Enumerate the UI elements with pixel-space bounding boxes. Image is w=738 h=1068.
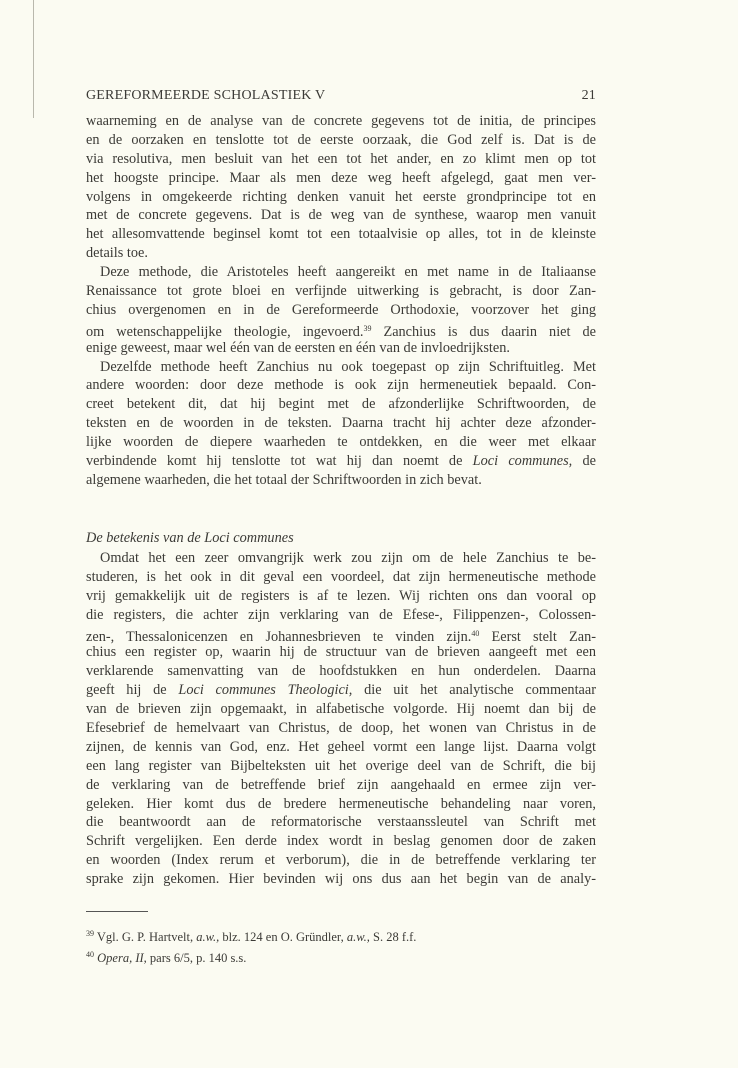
text-segment: van de brieven zijn opgemaakt, in alfabetische volgorde. Hij noemt dan bij de [86, 701, 596, 718]
text-segment: blz. 124 en O. Gründler, [219, 930, 347, 944]
text-line [86, 643, 596, 662]
text-segment: teksten en de woorden in de teksten. Daarna tracht hij achter deze afzonder- [86, 415, 596, 432]
text-segment: andere woorden: door deze methode is ook zijn hermeneutiek bepaald. Con- [86, 377, 596, 394]
text-line [86, 738, 596, 757]
text-segment: S. 28 f.f. [369, 930, 417, 944]
text-line [86, 263, 596, 282]
footnote [86, 946, 416, 967]
text-line [86, 282, 596, 301]
text-line [86, 587, 596, 606]
text-line [86, 169, 596, 188]
text-line [86, 433, 596, 452]
text-line [86, 851, 596, 870]
text-segment: enige geweest, maar wel één van de eersten en één van de invloedrijksten. [86, 339, 510, 356]
text-segment: de verklaring van de betreffende brief zijn aangehaald en ermee zijn ver- [86, 776, 596, 793]
text-segment: Efesebrief de hemelvaart van Christus, de doop, het wonen van Christus in de [86, 720, 596, 737]
text-segment: Loci communes Theologici, [178, 682, 353, 699]
text-line [86, 320, 596, 339]
text-segment: Renaissance tot grote bloei en verfijnde uitwerking is gebracht, is door Zan- [86, 283, 596, 300]
text-segment: zijnen, de kennis van God, enz. Het geheel vormt een lange lijst. Daarna volgt [86, 738, 596, 755]
footnote-ref: 40 [86, 950, 94, 959]
text-line [86, 757, 596, 776]
text-segment: details toe. [86, 245, 148, 262]
text-line [86, 188, 596, 207]
text-line [86, 832, 596, 851]
text-line [86, 358, 596, 377]
text-line [86, 870, 596, 889]
text-segment: volgens in omgekeerde richting denken vanuit het eerste grondprincipe tot en [86, 188, 596, 205]
text-line [86, 376, 596, 395]
text-line [86, 568, 596, 587]
footnotes [86, 925, 416, 967]
text-segment: en de oorzaken en tenslotte tot de eerste oorzaak, die God zelf is. Dat is de [86, 131, 596, 148]
text-line [86, 395, 596, 414]
text-segment: Loci communes, [472, 453, 573, 470]
text-segment: pars 6/5, p. 140 s.s. [146, 951, 247, 965]
footnote-ref: 39 [363, 323, 372, 333]
text-line [86, 700, 596, 719]
text-line [86, 150, 596, 169]
page-number: 21 [581, 88, 596, 103]
text-segment: die uit het analytische commentaar [352, 682, 596, 699]
running-header [86, 88, 596, 104]
footnote-ref: 39 [86, 929, 94, 938]
text-segment: sprake zijn gekomen. Hier bevinden wij ons dus aan het begin van de analy- [86, 871, 596, 888]
text-segment: creet betekent dit, dat hij begint met de afzonderlijke Schriftwoorden, de [86, 396, 596, 413]
text-segment: Schrift vergelijken. Een derde index wordt in beslag genomen door de zaken [86, 833, 596, 850]
text-line [86, 795, 596, 814]
text-segment: Deze methode, die Aristoteles heeft aangereikt en met name in de Italiaanse [100, 264, 596, 281]
text-line [86, 662, 596, 681]
text-line [86, 452, 596, 471]
text-line [86, 131, 596, 150]
text-line [86, 625, 596, 644]
text-line [86, 776, 596, 795]
text-line [86, 206, 596, 225]
body-text-part-1 [86, 112, 596, 490]
text-line [86, 606, 596, 625]
text-segment: vrij gemakkelijk uit de registers is af te lezen. Wij richten ons dan vooral op [86, 587, 596, 604]
text-segment: de [572, 453, 596, 470]
text-segment: Opera, II, [97, 951, 147, 965]
text-segment: een lang register van Bijbelteksten uit het overige deel van de Schrift, die bij [86, 757, 596, 774]
body-text-part-2 [86, 549, 596, 889]
footnote-rule [86, 911, 148, 912]
text-segment: waarneming en de analyse van de concrete gegevens tot de initia, de principes [86, 113, 596, 129]
text-line [86, 225, 596, 244]
text-line [86, 339, 596, 358]
page-edge [33, 0, 34, 118]
text-segment: die beantwoordt aan de reformatorische verstaanssleutel van Schrift met [86, 814, 596, 831]
text-line [86, 719, 596, 738]
text-line [86, 414, 596, 433]
text-segment: het hoogste principe. Maar als men deze weg heeft afgelegd, gaat men ver- [86, 169, 596, 186]
text-segment: verklarende samenvatting van de hoofdstukken en hun onderdelen. Daarna [86, 663, 596, 680]
text-segment: Zanchius is dus daarin niet de [371, 323, 596, 340]
footnote [86, 925, 416, 946]
text-segment: lijke woorden de diepere waarheden te ontdekken, en die weer met elkaar [86, 434, 596, 451]
text-segment: Vgl. G. P. Hartvelt, [94, 930, 197, 944]
text-line [86, 471, 596, 490]
running-title: GEREFORMEERDE SCHOLASTIEK V [86, 88, 326, 103]
text-segment: zen-, Thessalonicenzen en Johannesbrieven te vinden zijn. [86, 628, 472, 645]
text-line [86, 112, 596, 131]
text-segment: met de concrete gegevens. Dat is de weg van de synthese, waarop men vanuit [86, 207, 596, 224]
text-segment: Omdat het een zeer omvangrijk werk zou zijn om de hele Zanchius te be- [100, 550, 596, 566]
text-line [86, 549, 596, 568]
text-segment: geeft hij de [86, 682, 179, 699]
text-segment: en woorden (Index rerum et verborum), die in de betreffende verklaring ter [86, 852, 596, 869]
text-segment: via resolutiva, men besluit van het een tot het ander, en zo klimt men op tot [86, 150, 596, 167]
text-segment: Dezelfde methode heeft Zanchius nu ook toegepast op zijn Schriftuitleg. Met [100, 358, 596, 375]
text-segment: het allesomvattende beginsel komt tot een totaalvisie op alles, tot in de kleinste [86, 226, 596, 243]
text-line [86, 244, 596, 263]
footnote-ref: 40 [471, 628, 480, 638]
text-segment: Eerst stelt Zan- [479, 628, 596, 645]
text-segment: studeren, is het ook in dit geval een voordeel, dat zijn hermeneutische methode [86, 568, 596, 585]
text-segment: om wetenschappelijke theologie, ingevoerd. [86, 323, 364, 340]
text-line [86, 301, 596, 320]
text-segment: chius overgenomen en in de Gereformeerde Orthodoxie, voorzover het ging [86, 301, 596, 318]
text-segment: a.w., [346, 930, 370, 944]
text-segment: algemene waarheden, die het totaal der Schriftwoorden in zich bevat. [86, 471, 482, 488]
text-segment: a.w., [196, 930, 220, 944]
text-segment: die registers, die achter zijn verklaring van de Efese-, Filippenzen-, Colossen- [86, 606, 596, 623]
section-heading: De betekenis van de Loci communes [86, 530, 294, 546]
text-segment: geleken. Hier komt dus de bredere hermeneutische behandeling naar voren, [86, 795, 596, 812]
text-line [86, 813, 596, 832]
text-line [86, 681, 596, 700]
text-segment: verbindende komt hij tenslotte tot wat hij dan noemt de [86, 453, 473, 470]
text-segment: chius een register op, waarin hij de structuur van de brieven aangeeft met een [86, 644, 596, 661]
